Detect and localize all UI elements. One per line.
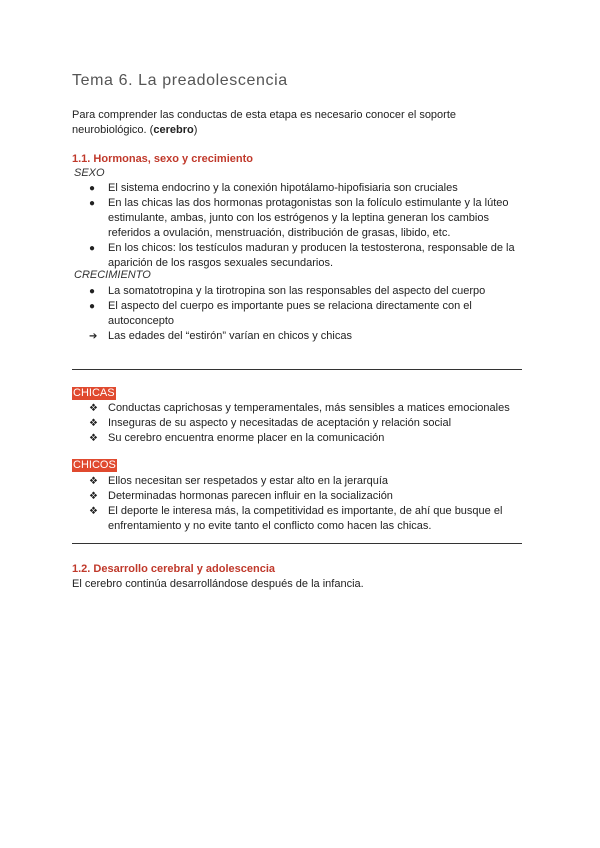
sexo-label: SEXO: [74, 167, 105, 179]
crecimiento-list: [72, 284, 524, 344]
intro-end: ): [193, 124, 198, 136]
list-item-text: Ellos necesitan ser respetados y estar alto en la jerarquía: [108, 475, 389, 487]
diamond-icon: ❖: [89, 476, 98, 487]
list-item-text: El aspecto del cuerpo es importante pues se relaciona directamente con el autoconcepto: [108, 300, 472, 327]
list-item: [72, 504, 524, 534]
list-item-text: Las edades del “estirón” varían en chicos y chicas: [108, 330, 352, 342]
list-item-text: El deporte le interesa más, la competitividad es importante, de ahí que busque el enfrentamiento y no evite tanto el conflicto como hacen las chicas.: [108, 505, 503, 532]
list-item-text: Conductas caprichosas y temperamentales, más sensibles a matices emocionales: [108, 402, 510, 414]
list-item-text: Determinadas hormonas parecen influir en la socialización: [108, 490, 393, 502]
list-item: [72, 474, 524, 489]
list-item-text: La somatotropina y la tirotropina son las responsables del aspecto del cuerpo: [108, 285, 486, 297]
arrow-icon: ➔: [89, 331, 98, 342]
list-item: [72, 241, 524, 271]
list-item: [72, 416, 524, 431]
list-item: [72, 196, 524, 241]
crecimiento-label: CRECIMIENTO: [74, 269, 151, 281]
list-item: [72, 284, 524, 299]
section-heading-2: 1.2. Desarrollo cerebral y adolescencia: [72, 563, 276, 575]
list-item: [72, 329, 524, 344]
sexo-list: [72, 181, 524, 271]
diamond-icon: ❖: [89, 418, 98, 429]
bullet-icon: ●: [89, 286, 96, 297]
bullet-icon: ●: [89, 183, 96, 194]
list-item: [72, 299, 524, 329]
list-item: [72, 401, 524, 416]
diamond-icon: ❖: [89, 506, 98, 517]
intro-bold: cerebro: [153, 124, 194, 136]
divider-line: [72, 369, 522, 370]
list-item-text: El sistema endocrino y la conexión hipotálamo-hipofisiaria son cruciales: [108, 182, 458, 194]
list-item: [72, 431, 524, 446]
list-item-text: En los chicos: los testículos maduran y producen la testosterona, responsable de la aparición de los rasgos sexuales secundarios.: [108, 242, 515, 269]
list-item-text: Inseguras de su aspecto y necesitadas de aceptación y relación social: [108, 417, 452, 429]
list-item-text: Su cerebro encuentra enorme placer en la comunicación: [108, 432, 385, 444]
intro-text: Para comprender las conductas de esta etapa es necesario conocer el soporte neurobiológico. (: [72, 109, 457, 136]
diamond-icon: ❖: [89, 433, 98, 444]
list-item-text: En las chicas las dos hormonas protagonistas son la folículo estimulante y la lúteo estimulante, ambas, junto con los estrógenos y la leptina generan los cambios referidos a ovulación, menstruación, distribución de grasas, libido, etc.: [108, 197, 509, 239]
diamond-icon: ❖: [89, 491, 98, 502]
list-item: [72, 181, 524, 196]
list-item: [72, 489, 524, 504]
diamond-icon: ❖: [89, 403, 98, 414]
bullet-icon: ●: [89, 301, 96, 312]
bullet-icon: ●: [89, 243, 96, 254]
section-heading-1: 1.1. Hormonas, sexo y crecimiento: [72, 153, 253, 165]
page-title: Tema 6. La preadolescencia: [72, 72, 288, 89]
section-2-text: El cerebro continúa desarrollándose después de la infancia.: [72, 578, 364, 590]
divider-line: [72, 543, 522, 544]
intro-paragraph: [72, 108, 512, 138]
bullet-icon: ●: [89, 198, 96, 209]
chicos-list: [72, 474, 524, 534]
chicas-list: [72, 401, 524, 446]
chicos-label: CHICOS: [73, 459, 116, 471]
chicas-label: CHICAS: [73, 387, 115, 399]
